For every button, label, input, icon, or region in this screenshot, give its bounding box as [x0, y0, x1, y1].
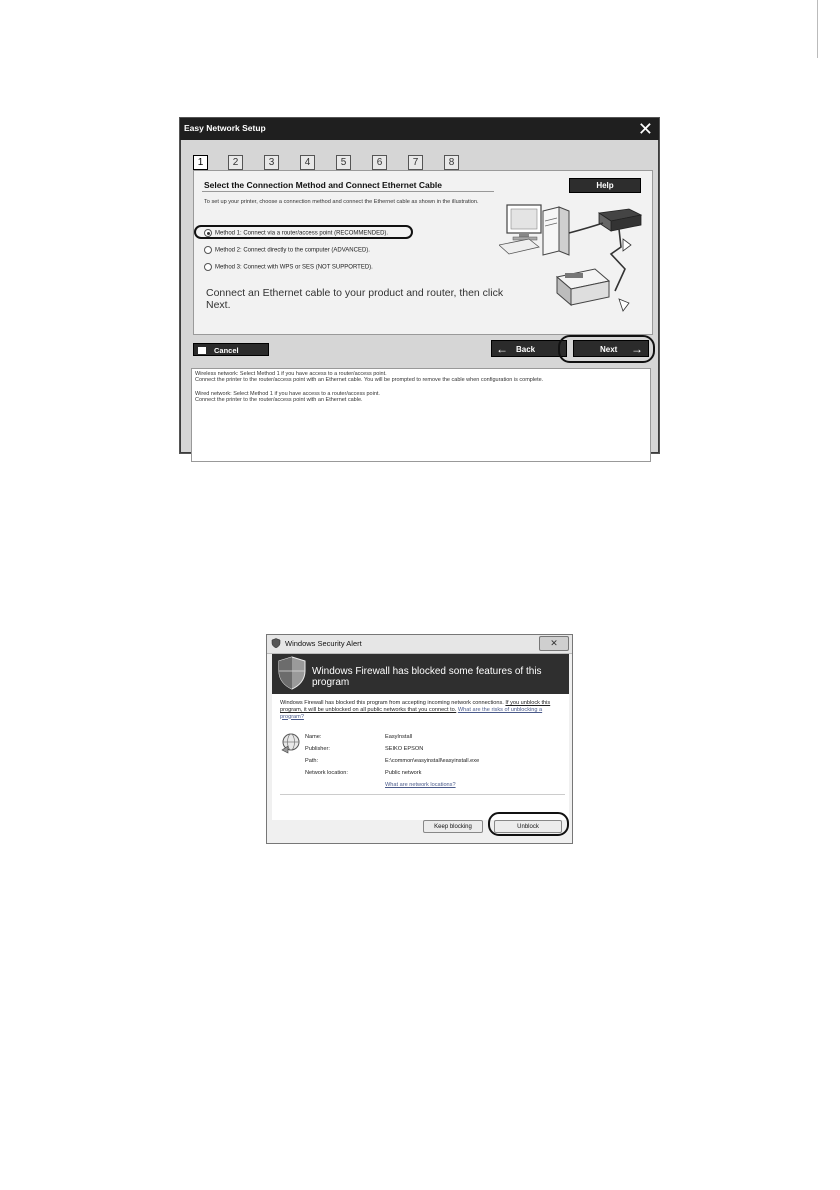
content-divider: [280, 794, 565, 795]
arrow-right-icon: →: [631, 342, 643, 356]
keep-blocking-button[interactable]: Keep blocking: [423, 820, 483, 833]
page-edge-line: [817, 0, 818, 58]
method-2-option[interactable]: Method 2: Connect directly to the computer (ADVANCED).: [204, 246, 370, 254]
unblock-warning: If you unblock this program, it will be unblocked on all public networks that you connect to.: [280, 700, 551, 713]
step-8: 8: [444, 152, 459, 168]
radio-icon[interactable]: [204, 246, 212, 254]
name-label: Name:: [305, 734, 322, 740]
step-5: 5: [336, 152, 351, 168]
connection-illustration: [499, 199, 649, 324]
unblock-button[interactable]: Unblock: [494, 820, 562, 833]
step-7: 7: [408, 152, 423, 168]
next-highlight-ring: [558, 335, 655, 363]
step-3: 3: [264, 152, 279, 168]
title-bar: [180, 118, 659, 140]
banner-text: Windows Firewall has blocked some features of this program: [312, 666, 542, 688]
unblock-highlight-ring: [488, 812, 569, 836]
panel-heading: Select the Connection Method and Connect Ethernet Cable: [204, 180, 443, 190]
cancel-button[interactable]: Cancel: [193, 343, 269, 356]
security-alert-icon: [271, 638, 281, 648]
windows-security-alert-dialog: [266, 634, 573, 844]
info-box: [191, 368, 651, 462]
wireless-note: Wireless network: Select Method 1 if you have access to a router/access point. Connect the printer to the router/access point with an Ethernet cable. You will be prompted to remove the cable when configuration is complete.: [195, 371, 544, 384]
step-1: 1: [193, 152, 208, 168]
help-button[interactable]: Help: [569, 178, 641, 193]
method-1-option[interactable]: Method 1: Connect via a router/access point (RECOMMENDED).: [204, 229, 388, 237]
step-6: 6: [372, 152, 387, 168]
network-locations-link[interactable]: What are network locations?: [385, 782, 456, 788]
next-button[interactable]: Next →: [573, 340, 649, 357]
title-bar: [267, 635, 572, 654]
intro-text: To set up your printer, choose a connection method and connect the Ethernet cable as shown in the illustration.: [204, 199, 479, 205]
network-location-value: Public network: [385, 770, 422, 776]
close-button[interactable]: ✕: [539, 636, 569, 651]
cancel-square-icon: [198, 347, 206, 354]
publisher-value: SEIKO EPSON: [385, 746, 424, 752]
step-2: 2: [228, 152, 243, 168]
instruction-text: Connect an Ethernet cable to your product and router, then click Next.: [206, 287, 504, 311]
window-body: [181, 140, 658, 452]
path-label: Path:: [305, 758, 319, 764]
firewall-shield-icon: [278, 656, 306, 690]
alert-message: Windows Firewall has blocked this program from accepting incoming network connections. If you unblock this program, it will be unblocked on all public networks that you connect to. What are the risks of unblocking a program?: [280, 700, 551, 720]
dialog-title: Windows Security Alert: [285, 639, 362, 648]
alert-banner: [272, 654, 569, 694]
step-4: 4: [300, 152, 315, 168]
method-3-option[interactable]: Method 3: Connect with WPS or SES (NOT SUPPORTED).: [204, 263, 373, 271]
heading-divider: [202, 191, 494, 192]
radio-icon[interactable]: [204, 229, 212, 237]
risks-link[interactable]: What are the risks of unblocking a program?: [280, 706, 543, 720]
name-value: EasyInstall: [385, 734, 413, 740]
close-icon[interactable]: ✕: [637, 119, 653, 139]
publisher-label: Publisher:: [305, 746, 330, 752]
window-title: Easy Network Setup: [184, 123, 266, 133]
path-value: E:\common\easyinstall\easyinstall.exe: [385, 758, 480, 764]
network-location-label: Network location:: [305, 770, 348, 776]
connection-panel: [193, 170, 653, 335]
network-globe-icon: [280, 732, 302, 754]
wired-note: Wired network: Select Method 1 if you have access to a router/access point. Connect the printer to the router/access point with an Ethernet cable.: [195, 390, 380, 403]
radio-icon[interactable]: [204, 263, 212, 271]
alert-content: [272, 694, 569, 820]
arrow-left-icon: ←: [496, 342, 508, 356]
back-button[interactable]: ← Back: [491, 340, 567, 357]
easy-network-setup-window: [179, 117, 660, 454]
